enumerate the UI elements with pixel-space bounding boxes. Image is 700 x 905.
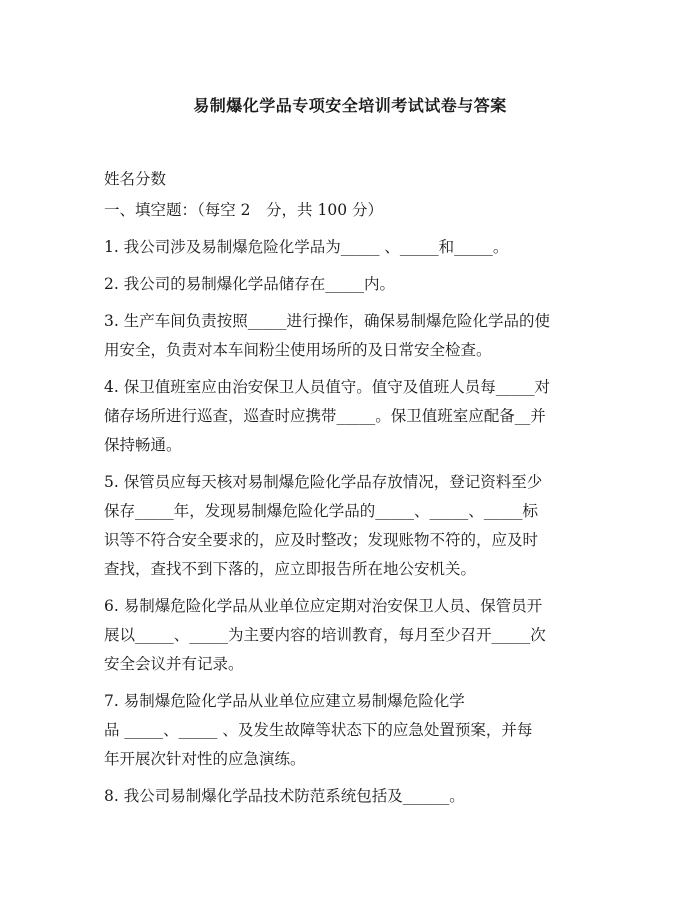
question-line: 年开展次针对性的应急演练。: [104, 750, 306, 768]
question-line: 5. 保管员应每天核对易制爆危险化学品存放情况，登记资料至少: [104, 473, 543, 491]
question-line: 7. 易制爆危险化学品从业单位应建立易制爆危险化学: [104, 692, 465, 710]
section-heading: 一、填空题：（每空 2 分，共 100 分）: [104, 201, 383, 219]
question-line: 3. 生产车间负责按照_____进行操作，确保易制爆危险化学品的使: [104, 312, 550, 330]
question-3: [104, 307, 604, 365]
document-body: [104, 165, 604, 819]
question-line: 1. 我公司涉及易制爆危险化学品为_____ 、_____和_____。: [104, 238, 509, 256]
question-line: 6. 易制爆危险化学品从业单位应定期对治安保卫人员、保管员开: [104, 597, 543, 615]
question-6: [104, 592, 604, 679]
question-line: 安全会议并有记录。: [104, 655, 244, 673]
question-2: [104, 270, 604, 299]
question-7: [104, 687, 604, 774]
question-line: 品 _____、_____ 、及发生故障等状态下的应急处置预案，并每: [104, 721, 533, 739]
question-line: 4. 保卫值班室应由治安保卫人员值守。值守及值班人员每_____对: [104, 378, 550, 396]
question-line: 保持畅通。: [104, 436, 182, 454]
question-5: [104, 468, 604, 584]
question-line: 保存_____年，发现易制爆危险化学品的_____、_____、_____标: [104, 502, 539, 520]
question-line: 8. 我公司易制爆化学品技术防范系统包括及______。: [104, 787, 465, 805]
question-4: [104, 373, 604, 460]
question-1: [104, 233, 604, 262]
question-line: 2. 我公司的易制爆化学品储存在_____内。: [104, 275, 395, 293]
question-8: [104, 782, 604, 811]
question-line: 查找，查找不到下落的，应立即报告所在地公安机关。: [104, 560, 477, 578]
question-line: 展以_____、_____为主要内容的培训教育，每月至少召开_____次: [104, 626, 546, 644]
name-score-line: 姓名分数: [104, 170, 167, 188]
question-line: 用安全，负责对本车间粉尘使用场所的及日常安全检查。: [104, 341, 492, 359]
question-line: 识等不符合安全要求的，应及时整改；发现账物不符的，应及时: [104, 531, 539, 549]
document-title: 易制爆化学品专项安全培训考试试卷与答案: [193, 96, 507, 115]
question-line: 储存场所进行巡查，巡查时应携带_____。保卫值班室应配备__并: [104, 407, 546, 425]
